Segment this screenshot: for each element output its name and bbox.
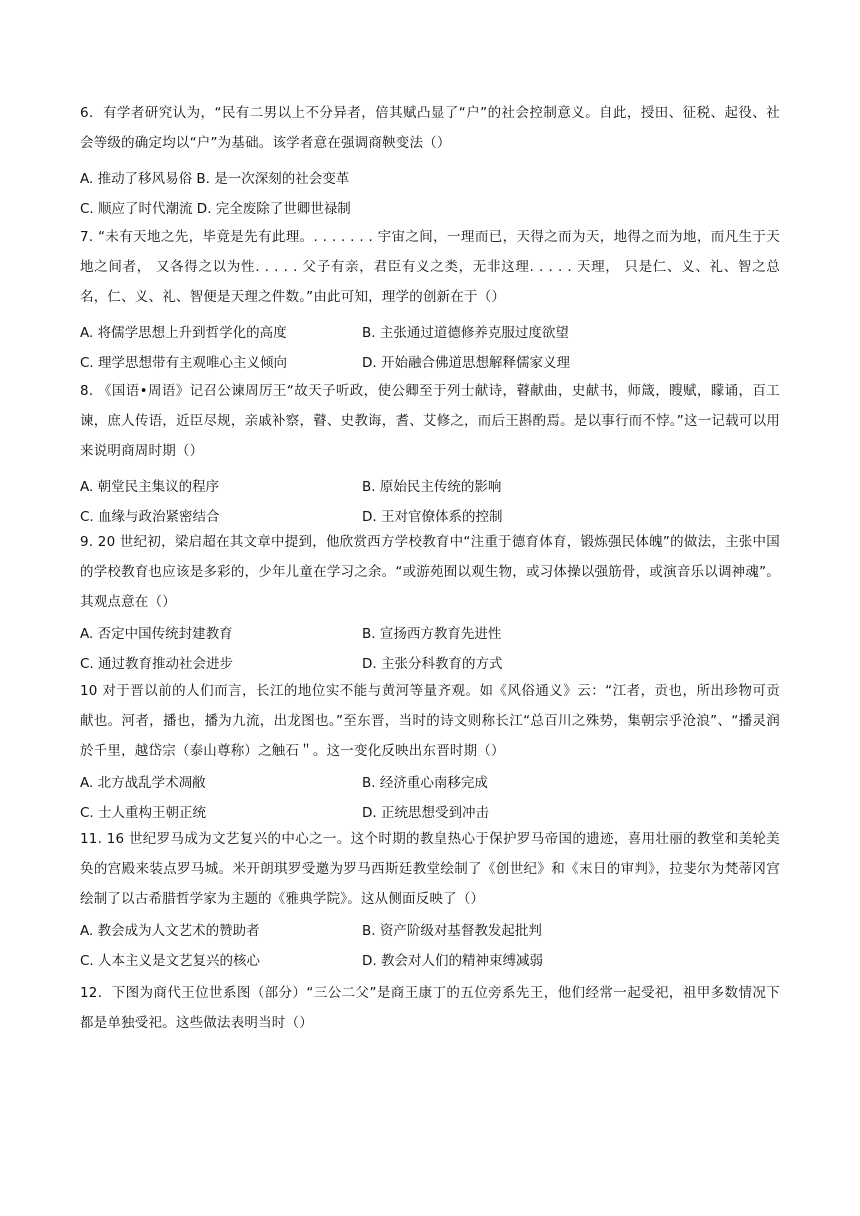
option-a: A. 朝堂民主集议的程序 [80, 479, 220, 495]
option-a: A. 否定中国传统封建教育 [80, 626, 233, 642]
option-c: C. 通过教育推动社会进步 [80, 656, 234, 672]
question-stem: 10 对于晋以前的人们而言，长江的地位实不能与黄河等量齐观。如《风俗通义》云：“江者，贡也，所出珍物可贡献也。河者，播也，播为九流，出龙图也。”至东晋，当时的诗文则称长江“总百川之殊势，集朝宗乎沧浪”、“播灵润於千里，越岱宗（泰山尊称）之触石＂。这一变化反映出东晋时期（） [80, 683, 780, 759]
option-b: B. 原始民主传统的影响 [362, 479, 502, 495]
option-d: D. 王对官僚体系的控制 [362, 509, 503, 525]
option-d: D. 正统思想受到冲击 [362, 805, 489, 821]
question-stem: 6．有学者研究认为，“民有二男以上不分异者，倍其赋凸显了“户”的社会控制意义。自此，授田、征税、起役、社会等级的确定均以“户”为基础。该学者意在强调商鞅变法（） [80, 105, 780, 151]
option-line-2: C. 顺应了时代潮流 D. 完全废除了世卿世禄制 [80, 201, 351, 217]
option-d: D. 教会对人们的精神束缚减弱 [362, 953, 543, 969]
question-stem: 8. 《国语•周语》记召公谏周厉王“故天子听政，使公卿至于列士献诗，瞽献曲，史献书，师箴，瞍赋，矇诵，百工谏，庶人传语，近臣尽规，亲戚补察，瞽、史教诲，耆、艾修之，而后王斟酌焉。是以事行而不悖。”这一记载可以用来说明商周时期（） [80, 383, 780, 459]
option-c: C. 人本主义是文艺复兴的核心 [80, 953, 261, 969]
question-11 [80, 824, 780, 976]
option-d: D. 主张分科教育的方式 [362, 656, 503, 672]
option-a: A. 教会成为人文艺术的赞助者 [80, 923, 260, 939]
option-c: C. 血缘与政治紧密结合 [80, 509, 220, 525]
option-b: B. 资产阶级对基督教发起批判 [362, 923, 542, 939]
question-12 [80, 978, 780, 1038]
question-stem: 9. 20 世纪初，梁启超在其文章中提到，他欣赏西方学校教育中“注重于德育体育，锻炼强民体魄”的做法，主张中国的学校教育也应该是多彩的，少年儿童在学习之余。“或游苑囿以观生物，或习体操以强筋骨，或演音乐以调神魂”。其观点意在（） [80, 534, 780, 610]
option-line-1: A. 推动了移风易俗 B. 是一次深刻的社会变革 [80, 171, 350, 187]
options [80, 768, 780, 828]
options [80, 318, 780, 378]
option-b: B. 主张通过道德修养克服过度欲望 [362, 325, 569, 341]
options [80, 472, 780, 532]
option-a: A. 北方战乱学术凋敝 [80, 775, 206, 791]
option-b: B. 经济重心南移完成 [362, 775, 488, 791]
question-10 [80, 676, 780, 828]
question-6 [80, 98, 780, 224]
options [80, 916, 780, 976]
option-b: B. 宣扬西方教育先进性 [362, 626, 502, 642]
options [80, 619, 780, 679]
option-c: C. 理学思想带有主观唯心主义倾向 [80, 355, 288, 371]
question-stem: 12．下图为商代王位世系图（部分）“三公二父”是商王康丁的五位旁系先王，他们经常一起受祀，祖甲多数情况下都是单独受祀。这些做法表明当时（） [80, 985, 780, 1031]
question-7 [80, 222, 780, 378]
option-a: A. 将儒学思想上升到哲学化的高度 [80, 325, 287, 341]
question-stem: 11. 16 世纪罗马成为文艺复兴的中心之一。这个时期的教皇热心于保护罗马帝国的遗迹，喜用壮丽的教堂和美轮美奂的宫殿来装点罗马城。米开朗琪罗受邀为罗马西斯廷教堂绘制了《创世纪》和《末日的审判》，拉斐尔为梵蒂冈宫绘制了以古希腊哲学家为主题的《雅典学院》。这从侧面反映了（） [80, 831, 780, 907]
option-c: C. 士人重构王朝正统 [80, 805, 207, 821]
question-stem: 7. “未有天地之先，毕竟是先有此理。. . . . . . . 宇宙之间，一理而已，天得之而为天，地得之而为地，而凡生于天地之间者， 又各得之以为性. . . . . 父子有亲，君臣有义之类，无非这理. . . . . 天理， 只是仁、义、礼、智之总名，仁、义、礼、智便是天理之件数。”由此可知，理学的创新在于（） [80, 229, 780, 305]
question-9 [80, 527, 780, 679]
options [80, 164, 780, 224]
option-d: D. 开始融合佛道思想解释儒家义理 [362, 355, 570, 371]
question-8 [80, 376, 780, 532]
